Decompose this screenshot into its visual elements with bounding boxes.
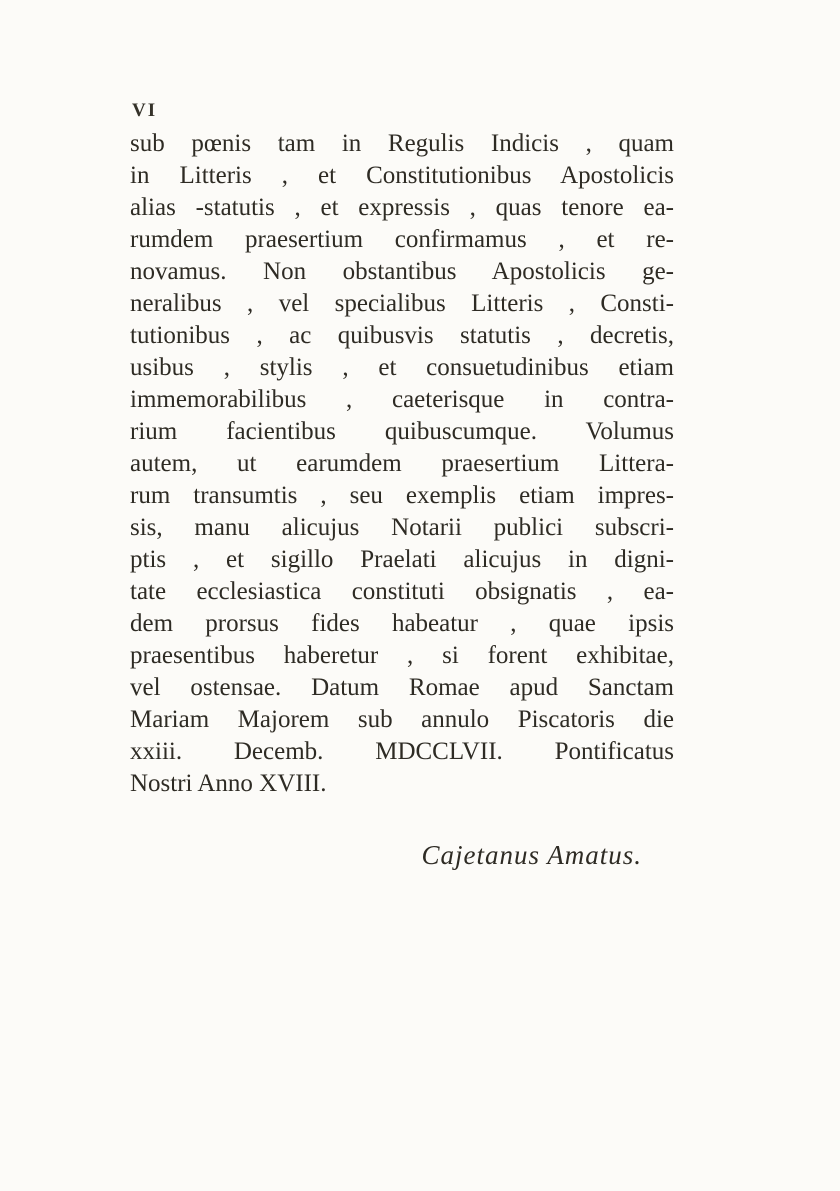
text-line: rum transumtis , seu exemplis etiam impres- (130, 482, 674, 509)
page-number: VI (132, 100, 158, 121)
text-line: sub pœnis tam in Regulis Indicis , quam (130, 130, 674, 157)
paragraph (130, 128, 674, 800)
signature: Cajetanus Amatus. (421, 840, 642, 870)
text-line: praesentibus haberetur , si forent exhibitae, (130, 642, 674, 669)
text-line: novamus. Non obstantibus Apostolicis ge- (130, 258, 674, 285)
text-line: tate ecclesiastica constituti obsignatis , ea- (130, 578, 674, 605)
text-line: rium facientibus quibuscumque. Volumus (130, 418, 674, 445)
text-line: in Litteris , et Constitutionibus Apostolicis (130, 162, 674, 189)
text-line: dem prorsus fides habeatur , quae ipsis (130, 610, 674, 637)
text-line: Mariam Majorem sub annulo Piscatoris die (130, 706, 674, 733)
text-line: Nostri Anno XVIII. (130, 770, 327, 797)
text-line: tutionibus , ac quibusvis statutis , decretis, (130, 322, 674, 349)
text-line: autem, ut earumdem praesertium Littera- (130, 450, 674, 477)
text-line: xxiii. Decemb. MDCCLVII. Pontificatus (130, 738, 674, 765)
text-line: sis, manu alicujus Notarii publici subscri- (130, 514, 674, 541)
text-line: alias -statutis , et expressis , quas tenore ea- (130, 194, 674, 221)
text-line: rumdem praesertium confirmamus , et re- (130, 226, 674, 253)
text-line: immemorabilibus , caeterisque in contra- (130, 386, 674, 413)
text-line: neralibus , vel specialibus Litteris , Consti- (130, 290, 674, 317)
text-line: usibus , stylis , et consuetudinibus etiam (130, 354, 674, 381)
text-line: vel ostensae. Datum Romae apud Sanctam (130, 674, 674, 701)
text-line: ptis , et sigillo Praelati alicujus in digni- (130, 546, 674, 573)
